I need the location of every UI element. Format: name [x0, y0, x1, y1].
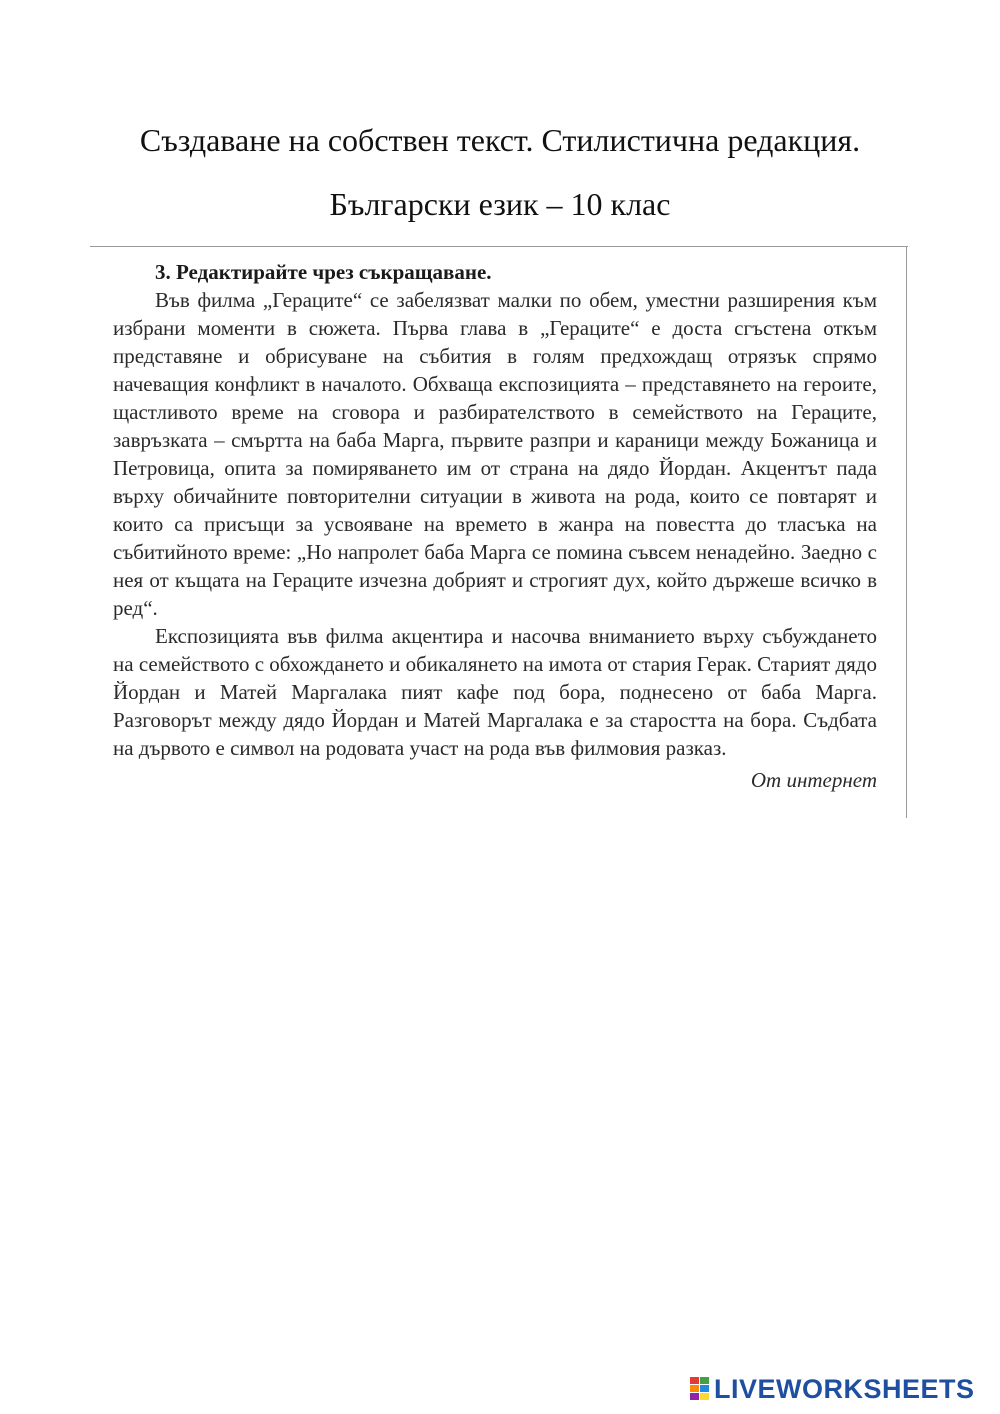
excerpt-paragraph-1: Във филма „Гераците“ се забелязват малки по обем, уместни разширения към избрани моменти в сюжета. Първа глава в „Гераците“ е доста сгъстена откъм представяне и обрисуване на събития в голям предхождащ отрязък спрямо начеващия конфликт в началото. Обхваща експозицията – представянето на героите, щастливото време на сговора и разбирателството в семейството на Гераците, завръзката – смъртта на баба Марга, първите разпри и караници между Божаница и Петровица, опита за помиряването им от страна на дядо Йордан. Акцентът пада върху обичайните повторителни ситуации в живота на рода, които се повтарят и които са присъщи за усвояване на времето в жанра на повестта до тласъка на събитийното време: „Но напролет баба Марга се помина съвсем ненадейно. Заедно с нея от къщата на Гераците изчезна добрият и строгият дух, който държеше всичко в ред“.: [113, 288, 877, 620]
brand-name: LIVEWORKSHEETS: [714, 1373, 975, 1404]
page-subtitle: Български език – 10 клас: [329, 186, 671, 222]
excerpt-paragraph-2: Експозицията във филма акцентира и насочва вниманието върху събуждането на семейството с обхождането и обикалянето на имота от стария Герак. Старият дядо Йордан и Матей Маргалака пият кафе под бора, поднесено от баба Марга. Разговорът между дядо Йордан и Матей Маргалака е за старостта на бора. Съдбата на дървото е символ на родовата участ на рода във филмовия разказ.: [113, 624, 877, 760]
task-heading: 3. Редактирайте чрез съкращаване.: [155, 260, 492, 284]
source-attribution: От интернет: [750, 768, 877, 792]
logo-cell: [700, 1385, 709, 1392]
frame-top-border: [90, 246, 908, 247]
liveworksheets-logo-icon: [690, 1377, 710, 1401]
page-title: Създаване на собствен текст. Стилистична редакция.: [139, 122, 861, 158]
liveworksheets-brand: [690, 1374, 975, 1404]
logo-cell: [690, 1377, 699, 1384]
logo-cell: [700, 1393, 709, 1400]
logo-cell: [690, 1393, 699, 1400]
frame-right-border: [906, 246, 907, 818]
excerpt-box: [113, 258, 877, 794]
logo-cell: [690, 1385, 699, 1392]
logo-cell: [700, 1377, 709, 1384]
